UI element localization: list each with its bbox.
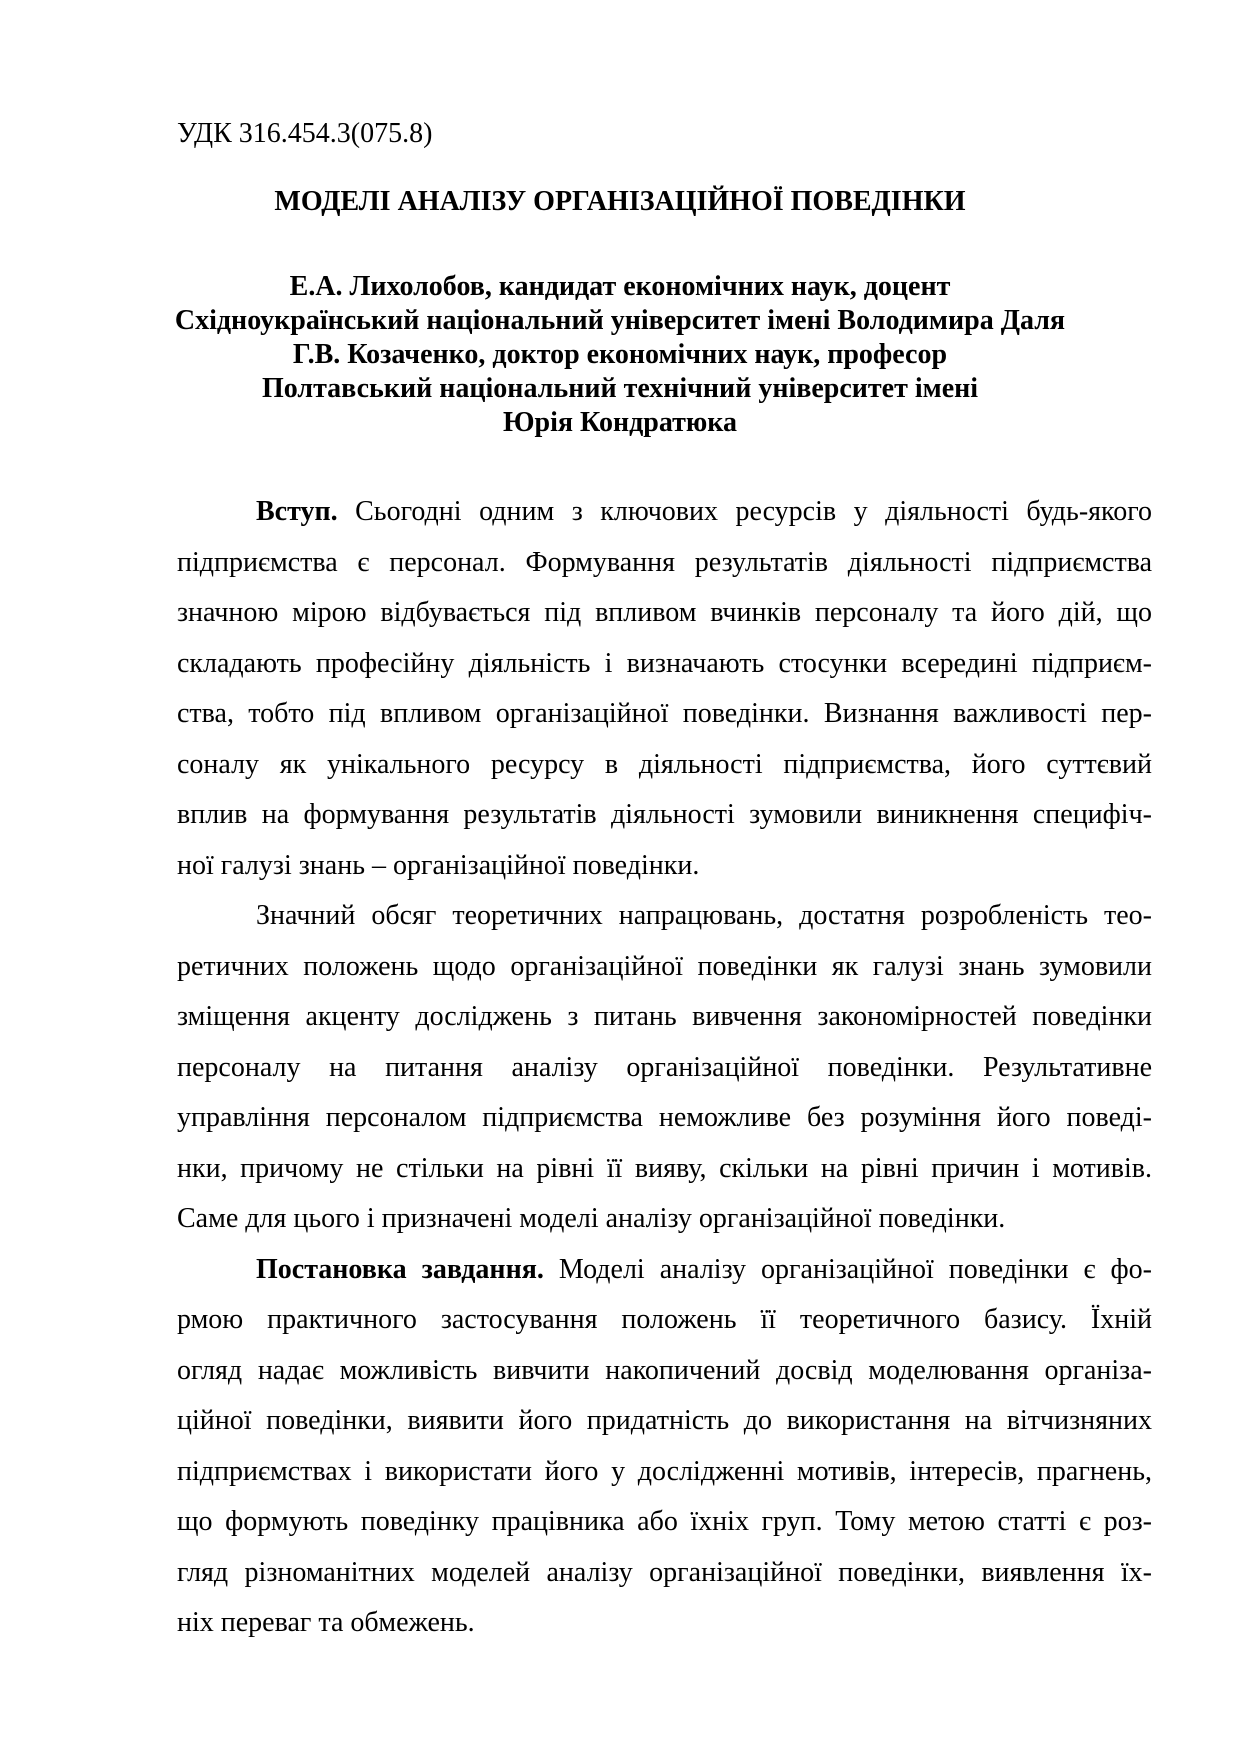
paragraph-lead: Постановка завдання. [256,1253,544,1285]
line-text: зміщення акценту досліджень з питань вивчення закономірностей поведінки [177,1001,1152,1032]
text-line [177,790,1152,841]
text-line [177,1093,1152,1144]
text-line [177,1497,1152,1548]
line-text: Значний обсяг теоретичних напрацювань, достатня розробленість тео- [256,900,1152,931]
text-line [177,689,1152,740]
text-line [177,1245,1152,1296]
text-line [177,891,1152,942]
line-text: нки, причому не стільки на рівні її вияву, скільки на рівні причин і мотивів. [177,1152,1152,1184]
text-line [177,1548,1152,1599]
line-text: що формують поведінку працівника або їхніх груп. Тому метою статті є роз- [177,1506,1152,1537]
line-text: рмою практичного застосування положень її теоретичного базису. Їхній [177,1304,1152,1335]
paragraph [177,487,1152,891]
affiliation-2-cont: Юрія Кондратюка [503,407,737,438]
line-text: огляд надає можливість вивчити накопичений досвід моделювання організа- [177,1354,1152,1386]
line-text: Саме для цього і призначені моделі аналізу організаційної поведінки. [177,1203,1006,1234]
text-line [177,487,1152,538]
text-line [177,588,1152,639]
paragraph-lead: Вступ. [256,496,338,527]
affiliation-2: Полтавський національний технічний університет імені [261,373,979,404]
text-line [177,1346,1152,1397]
text-line [177,992,1152,1043]
text-line [177,1144,1152,1195]
text-line [177,1194,1152,1245]
line-text: ства, тобто під впливом організаційної поведінки. Визнання важливості пер- [177,698,1152,729]
paragraph [177,1245,1152,1649]
line-text: ної галузі знань – організаційної поведінки. [177,849,700,881]
text-line [177,1447,1152,1498]
paragraph [177,891,1152,1245]
line-text: вплив на формування результатів діяльності зумовили виникнення специфіч- [177,799,1152,830]
line-text: ніх переваг та обмежень. [177,1607,475,1638]
affiliation-1: Східноукраїнський національний університет імені Володимира Даля [174,305,1066,336]
author-1: Е.А. Лихолобов, кандидат економічних наук, доцент [289,271,951,302]
line-text: гляд різноманітних моделей аналізу організаційної поведінки, виявлення їх- [177,1556,1152,1588]
text-line [177,841,1152,892]
line-text: соналу як унікального ресурсу в діяльності підприємства, його суттєвий [177,748,1152,780]
line-text: значною мірою відбувається під впливом вчинків персоналу та його дій, що [177,597,1152,628]
authors-block [0,270,1240,440]
text-line [177,538,1152,589]
author-2: Г.В. Козаченко, доктор економічних наук, професор [292,339,948,370]
text-line [177,1598,1152,1649]
text-line [177,639,1152,690]
article-body [177,487,1152,1649]
line-text: персоналу на питання аналізу організаційної поведінки. Результативне [177,1051,1152,1083]
line-text: підприємства є персонал. Формування результатів діяльності підприємства [177,546,1152,578]
text-line [177,1043,1152,1094]
line-text: ційної поведінки, виявити його придатність до використання на вітчизняних [177,1405,1152,1436]
text-line [177,740,1152,791]
line-text: Моделі аналізу організаційної поведінки є фо- [543,1253,1152,1285]
article-title: МОДЕЛІ АНАЛІЗУ ОРГАНІЗАЦІЙНОЇ ПОВЕДІНКИ [274,186,966,217]
text-line [177,1396,1152,1447]
udk-code: УДК 316.454.3(075.8) [177,118,433,149]
line-text: ретичних положень щодо організаційної поведінки як галузі знань зумовили [177,950,1152,982]
line-text: підприємствах і використати його у дослідженні мотивів, інтересів, прагнень, [177,1455,1152,1487]
line-text: управління персоналом підприємства неможливе без розуміння його поведі- [177,1102,1152,1133]
line-text: Сьогодні одним з ключових ресурсів у діяльності будь-якого [337,496,1152,527]
text-line [177,1295,1152,1346]
text-line [177,942,1152,993]
line-text: складають професійну діяльність і визначають стосунки всередині підприєм- [177,647,1152,679]
